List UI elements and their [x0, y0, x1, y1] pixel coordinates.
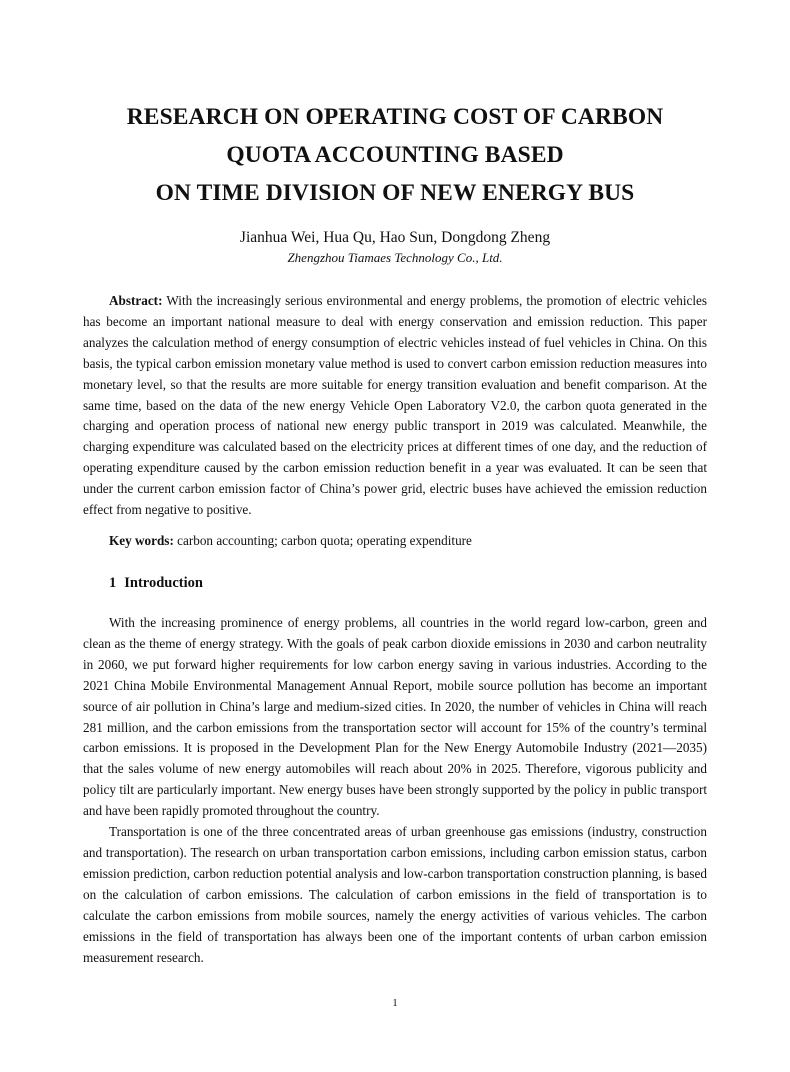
title-line-2: QUOTA ACCOUNTING BASED	[226, 142, 564, 168]
abstract-label: Abstract:	[109, 293, 163, 308]
title-line-1: RESEARCH ON OPERATING COST OF CARBON	[126, 104, 664, 130]
abstract-text: With the increasingly serious environmental and energy problems, the promotion of electric vehicles has become an important national measure to deal with energy conservation and emission reduction. This paper analyzes the calculation method of energy consumption of electric vehicles instead of fuel vehicles in China. On this basis, the typical carbon emission monetary value method is used to convert carbon emission reduction measures into monetary level, so that the results are more suitable for energy transition evaluation and benefit comparison. At the same time, based on the data of the new energy Vehicle Open Laboratory V2.0, the carbon quota generated in the charging and operation process of national new energy public transport in 2019 was calculated. Meanwhile, the charging expenditure was calculated based on the electricity prices at different times of one day, and the reduction of operating expenditure caused by the carbon emission reduction benefit in a year was evaluated. It can be seen that under the current carbon emission factor of China’s power grid, electric buses have achieved the emission reduction effect from negative to positive.	[83, 293, 707, 518]
paper-title	[60, 98, 730, 212]
paragraph: Transportation is one of the three concentrated areas of urban greenhouse gas emissions (industry, construction and transportation). The research on urban transportation carbon emissions, including carbon emission status, carbon emission prediction, carbon reduction potential analysis and low-carbon transportation construction planning, is based on the calculation of carbon emissions. The calculation of carbon emissions in the field of transportation is to calculate the carbon emissions from mobile sources, namely the energy activities of various vehicles. The carbon emissions in the field of transportation has always been one of the important contents of urban carbon emission measurement research.	[83, 824, 707, 965]
section-heading	[109, 573, 203, 593]
keywords-label: Key words:	[109, 533, 174, 548]
keywords	[83, 531, 707, 552]
page-number: 1	[392, 997, 398, 1009]
author-list: Jianhua Wei, Hua Qu, Hao Sun, Dongdong Zheng	[239, 229, 551, 246]
introduction-body	[83, 613, 707, 968]
title-line-3: ON TIME DIVISION OF NEW ENERGY BUS	[155, 180, 635, 206]
section-title: Introduction	[124, 575, 203, 591]
keywords-text: carbon accounting; carbon quota; operating expenditure	[177, 533, 472, 548]
abstract	[83, 291, 707, 521]
affiliation: Zhengzhou Tiamaes Technology Co., Ltd.	[287, 250, 503, 265]
section-number: 1	[109, 575, 117, 591]
paragraph: With the increasing prominence of energy problems, all countries in the world regard low-carbon, green and clean as the theme of energy strategy. With the goals of peak carbon dioxide emissions in 2030 and carbon neutrality in 2060, we put forward higher requirements for low carbon energy saving in various industries. According to the 2021 China Mobile Environmental Management Annual Report, mobile source pollution has become an important source of air pollution in China’s large and medium-sized cities. In 2020, the number of vehicles in China will reach 281 million, and the carbon emissions from the transportation sector will account for 15% of the country’s terminal carbon emissions. It is proposed in the Development Plan for the New Energy Automobile Industry (2021—2035) that the sales volume of new energy automobiles will reach about 20% in 2025. Therefore, vigorous publicity and policy tilt are particularly important. New energy buses have been strongly supported by the policy in public transport and have been rapidly promoted throughout the country.	[83, 615, 707, 819]
